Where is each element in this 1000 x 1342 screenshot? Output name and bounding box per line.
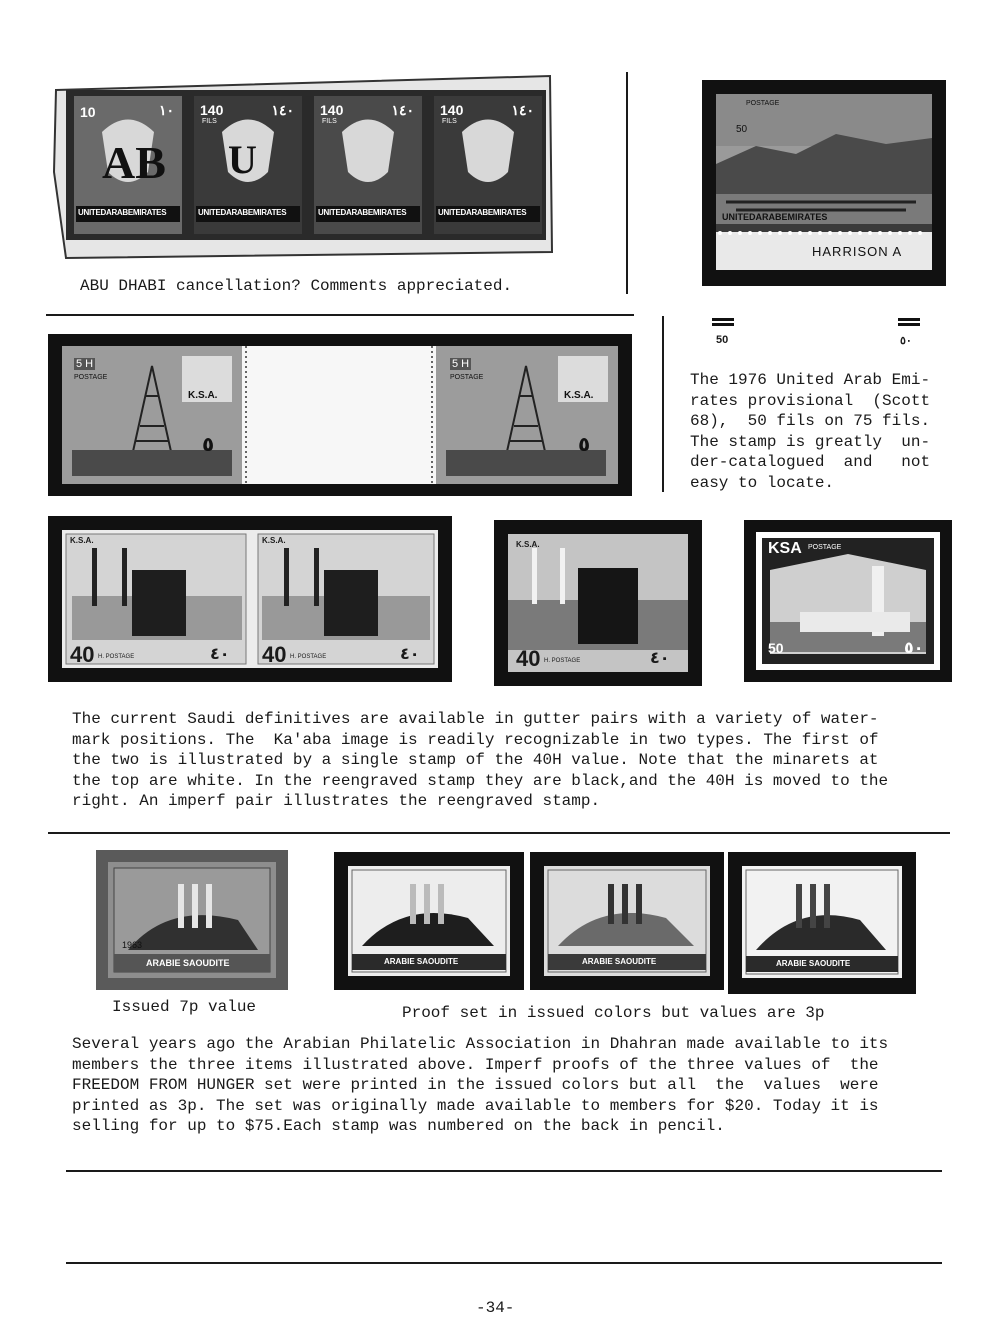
stamp-footer: ARABIE SAOUDITE [582, 957, 657, 966]
horizontal-rule-1 [46, 314, 634, 316]
stamp-value: 40 [516, 646, 541, 671]
strip-stamp-4 [434, 96, 542, 234]
stamp-year: 1963 [122, 940, 143, 950]
stamp-value: 50 [768, 640, 784, 656]
stamp-unit: FILS [442, 118, 457, 125]
stamp-label: POSTAGE [74, 374, 108, 381]
stamp-value-arabic: ١٠ [158, 102, 174, 118]
stamp-value-arabic: ٤٠ [650, 648, 670, 667]
overprint: AB [102, 137, 166, 188]
horizontal-rule-4 [66, 1262, 942, 1264]
stamp-value: 10 [80, 104, 96, 120]
stamp-footer: UNITEDARABEMIRATES [722, 212, 828, 222]
surcharge-bars-left [712, 318, 734, 326]
issued-7p-stamp [96, 850, 288, 990]
stamp-value: 40 [70, 642, 95, 667]
stamp-unit: H. POSTAGE [290, 654, 327, 660]
stamp-country: K.S.A. [516, 540, 540, 549]
surcharge-value-right: ٥٠ [900, 335, 912, 347]
stamp-value-arabic: ١٤٠ [271, 102, 294, 118]
stamp-footer: ARABIE SAOUDITE [776, 959, 851, 968]
uae-provisional-stamp [702, 80, 946, 286]
stamp-footer: UNITEDARABEMIRATES [318, 208, 407, 217]
proof-stamp-2 [530, 852, 724, 990]
stamp-value-arabic: ٤٠ [210, 644, 230, 663]
stamp-country: K.S.A. [188, 390, 218, 401]
proof-stamp-3 [728, 852, 916, 994]
kaaba-single-stamp [494, 520, 702, 686]
freedom-from-hunger-paragraph: Several years ago the Arabian Philatelic Association in Dhahran made available to its members the three items illustrated above. Imperf proofs of the three values of the FREEDOM FROM HUNGER set were printed in the issued colors but all the values were printed as 3p. The set was originally made available to members for $20. Today it is selling for up to $75.Each stamp was numbered on the back in pencil. [72, 1035, 889, 1135]
stamp-value-arabic: ١٤٠ [511, 102, 534, 118]
stamp-footer: ARABIE SAOUDITE [384, 957, 459, 966]
saudi-definitives-paragraph: The current Saudi definitives are available in gutter pairs with a variety of water- mark positions. The Ka'aba image is readily recognizable in two types. The first of the two is illustrated by a single stamp of the 40H value. Note that the minarets at the top are white. In the reengraved stamp they are black,and the 40H is moved to the right. An imperf pair illustrates the reengraved stamp. [72, 710, 889, 810]
stamp-value-arabic: ٥ [202, 432, 215, 456]
stamp-label: POSTAGE [450, 374, 484, 381]
stamp-footer: UNITEDARABEMIRATES [438, 208, 527, 217]
vertical-divider-mid [662, 316, 664, 492]
stamp-unit: FILS [322, 118, 337, 125]
stamp-unit: H. POSTAGE [98, 654, 135, 660]
stamp-value-arabic: ١٤٠ [391, 102, 414, 118]
stamp-country: K.S.A. [262, 536, 286, 545]
strip-stamp-3 [314, 96, 422, 234]
stamp-country: K.S.A. [70, 536, 94, 545]
margin-imprint: HARRISON A [812, 244, 903, 259]
ksa-gutter-pair [48, 334, 632, 496]
stamp-footer: UNITEDARABEMIRATES [198, 208, 287, 217]
stamp-country: K.S.A. [564, 390, 594, 401]
vertical-divider-top [626, 72, 628, 294]
stamp-value: 140 [200, 102, 224, 118]
stamp-unit: H. POSTAGE [544, 658, 581, 664]
stamp-country: KSA [768, 540, 802, 557]
stamp-footer: UNITEDARABEMIRATES [78, 208, 167, 217]
stamp-unit: FILS [202, 118, 217, 125]
stamp-value-arabic: ٥٠ [904, 638, 924, 657]
stamp-header: POSTAGE [746, 100, 780, 107]
horizontal-rule-3 [66, 1170, 942, 1172]
stamp-value-arabic: ٥ [578, 432, 591, 456]
stamp-label: POSTAGE [808, 544, 842, 551]
stamp-value: 140 [320, 102, 344, 118]
overprint: U [228, 137, 257, 182]
stamp-value: 5 H [76, 358, 94, 370]
stamp-value-arabic: ٤٠ [400, 644, 420, 663]
strip-stamp-2 [194, 96, 302, 234]
proof-caption: Proof set in issued colors but values are 3p [402, 1004, 825, 1022]
uae-stamp-caption: The 1976 United Arab Emi- rates provisional (Scott 68), 50 fils on 75 fils. The stamp is greatly un- der-catalogued and not easy to locate. [690, 371, 931, 492]
kaaba-imperf-pair [48, 516, 452, 682]
strip-caption: ABU DHABI cancellation? Comments appreciated. [80, 277, 513, 295]
strip-stamp-1 [74, 96, 182, 234]
stamp-value: 140 [440, 102, 464, 118]
stamp-value: 40 [262, 642, 287, 667]
issued-caption: Issued 7p value [112, 998, 257, 1016]
stamp-value: 50 [736, 124, 748, 135]
stamp-value: 5 H [452, 358, 470, 370]
surcharge-bars-right [898, 318, 920, 326]
stamp-footer: ARABIE SAOUDITE [146, 958, 230, 968]
surcharge-value-left: 50 [716, 334, 729, 346]
mosque-stamp [744, 520, 952, 682]
proof-stamp-1 [334, 852, 524, 990]
horizontal-rule-2 [48, 832, 950, 834]
page-number: -34- [476, 1299, 515, 1317]
